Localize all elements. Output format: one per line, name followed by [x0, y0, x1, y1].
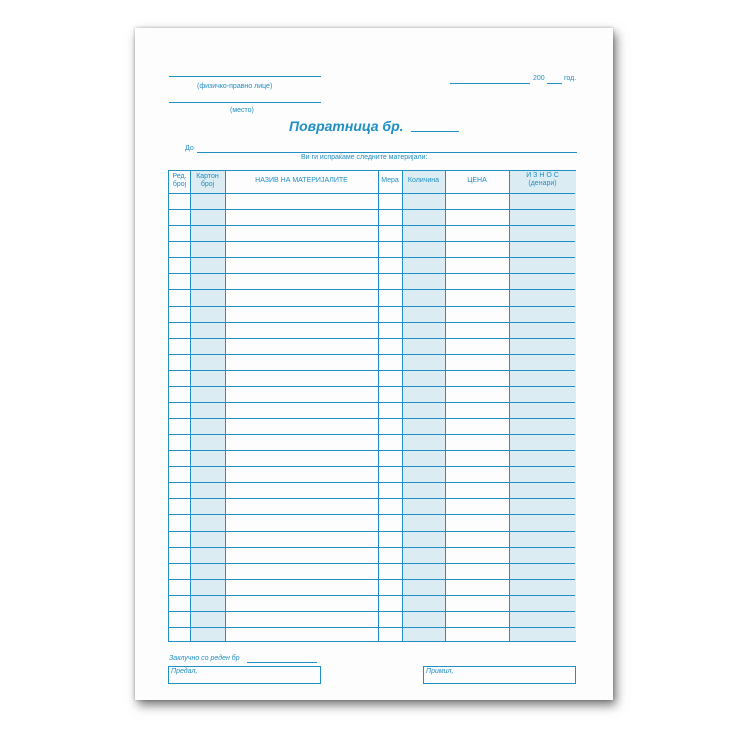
page-title: Повратница бр.	[289, 118, 404, 134]
table-row[interactable]	[169, 450, 575, 467]
date-line	[450, 83, 530, 84]
return-note-form	[135, 28, 613, 700]
to-label: До	[185, 145, 194, 152]
table-row[interactable]	[169, 257, 575, 274]
table-row[interactable]	[169, 611, 575, 628]
table-row[interactable]	[169, 386, 575, 403]
year-prefix: 200	[533, 75, 545, 82]
closed-line	[247, 662, 317, 663]
closed-label: Заклучно со реден бр	[169, 655, 240, 662]
year-suffix: год.	[564, 75, 577, 82]
col-header-material: НАЗИВ НА МАТЕРИЈАЛИТЕ	[255, 177, 348, 184]
table-row[interactable]	[169, 306, 575, 323]
table-row[interactable]	[169, 482, 575, 499]
table-row[interactable]	[169, 241, 575, 258]
table-row[interactable]	[169, 563, 575, 580]
year-line	[547, 83, 562, 84]
table-row[interactable]	[169, 595, 575, 612]
table-row[interactable]	[169, 402, 575, 419]
intro-text: Ви ги испраќаме следните материјали:	[301, 154, 428, 161]
place-label: (место)	[230, 107, 254, 114]
table-row[interactable]	[169, 273, 575, 290]
table-row[interactable]	[169, 193, 575, 210]
materials-table	[168, 170, 576, 642]
table-row[interactable]	[169, 579, 575, 596]
table-row[interactable]	[169, 209, 575, 226]
table-row[interactable]	[169, 289, 575, 306]
received-box[interactable]	[423, 666, 576, 684]
number-line	[411, 131, 459, 132]
table-row[interactable]	[169, 338, 575, 355]
table-row[interactable]	[169, 418, 575, 435]
table-row[interactable]	[169, 225, 575, 242]
col-header-unit: Мера	[381, 177, 399, 184]
delivered-label: Предал,	[171, 668, 198, 675]
table-row[interactable]	[169, 514, 575, 531]
table-row[interactable]	[169, 547, 575, 564]
col-header-quantity: Количина	[407, 177, 440, 184]
table-row[interactable]	[169, 627, 575, 644]
table-row[interactable]	[169, 466, 575, 483]
entity-label: (физичко-правно лице)	[197, 83, 273, 90]
table-row[interactable]	[169, 434, 575, 451]
table-row[interactable]	[169, 322, 575, 339]
received-label: Примил,	[426, 668, 454, 675]
table-row[interactable]	[169, 531, 575, 548]
delivered-box[interactable]	[168, 666, 321, 684]
entity-line	[169, 76, 321, 77]
col-header-price: ЦЕНА	[467, 177, 487, 184]
table-row[interactable]	[169, 370, 575, 387]
place-line	[169, 102, 321, 103]
col-header-card: Картон број	[196, 173, 219, 188]
table-row[interactable]	[169, 498, 575, 515]
to-line	[197, 152, 577, 153]
col-header-amount: И З Н О С (денари)	[526, 172, 559, 187]
col-header-number: Ред. број	[172, 173, 187, 188]
table-row[interactable]	[169, 354, 575, 371]
